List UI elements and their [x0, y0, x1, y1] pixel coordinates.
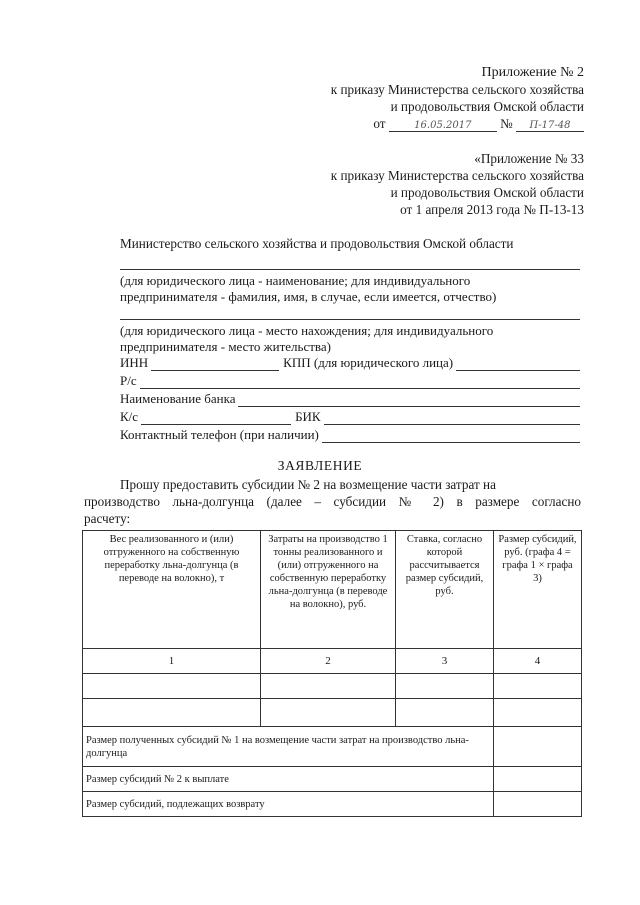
bank-label: Наименование банка	[120, 391, 236, 406]
statement-title: ЗАЯВЛЕНИЕ	[277, 458, 363, 473]
account-label: Р/с	[120, 373, 137, 388]
inn-field	[151, 357, 279, 371]
appendix-new-ministry: и продовольствия Омской области	[390, 99, 584, 114]
bank-field	[238, 393, 580, 407]
date-handwritten: 16.05.2017	[414, 120, 472, 131]
table-cell	[494, 727, 582, 767]
appendix-old-title: «Приложение № 33	[474, 151, 584, 166]
applicant-address-line	[120, 319, 580, 320]
appendix-new-order: к приказу Министерства сельского хозяйства	[330, 82, 584, 97]
applicant-name-line	[120, 269, 580, 270]
table-cell	[83, 699, 261, 727]
table-cell	[396, 674, 494, 699]
table-header-cell: Размер субсидий, руб. (графа 4 = графа 1 × графа 3)	[494, 531, 582, 649]
from-label: от	[373, 116, 386, 131]
name-hint-2: предпринимателя - фамилия, имя, в случае, если имеется, отчество)	[120, 289, 497, 304]
column-number: 3	[396, 649, 494, 674]
table-number-row	[83, 649, 582, 674]
summary-label: Размер субсидий, подлежащих возврату	[83, 792, 494, 817]
date-field	[389, 117, 497, 132]
appendix-old-ministry: и продовольствия Омской области	[390, 185, 584, 200]
table-cell	[494, 699, 582, 727]
number-label: №	[500, 116, 513, 131]
phone-row	[120, 427, 580, 443]
kpp-label: КПП (для юридического лица)	[283, 355, 454, 370]
table-header-row	[83, 531, 582, 649]
summary-row-return	[83, 792, 582, 817]
table-row	[83, 674, 582, 699]
column-number: 2	[261, 649, 396, 674]
appendix-old-order: к приказу Министерства сельского хозяйства	[330, 168, 584, 183]
table-cell	[494, 792, 582, 817]
addressee: Министерство сельского хозяйства и продовольствия Омской области	[120, 236, 514, 251]
appendix-old-date: от 1 апреля 2013 года № П-13-13	[400, 202, 584, 217]
kpp-field	[456, 357, 580, 371]
table-row	[83, 699, 582, 727]
statement-line-2: производство льна-долгунца (далее – субсидии № 2) в размере согласно	[84, 494, 581, 509]
column-number: 4	[494, 649, 582, 674]
corr-bik-row	[120, 409, 580, 425]
table-header-cell: Затраты на производство 1 тонны реализованного и (или) отгруженного на собственную переработку льна-долгунца (в переводе на волокно), руб.	[261, 531, 396, 649]
account-row	[120, 373, 580, 389]
table-cell	[494, 767, 582, 792]
summary-label: Размер полученных субсидий № 1 на возмещение части затрат на производство льна-долгунца	[83, 727, 494, 767]
phone-field	[322, 429, 580, 443]
account-field	[140, 375, 580, 389]
summary-label: Размер субсидий № 2 к выплате	[83, 767, 494, 792]
statement-line-1: Прошу предоставить субсидии № 2 на возмещение части затрат на	[120, 477, 496, 492]
column-number: 1	[83, 649, 261, 674]
table-header-cell: Вес реализованного и (или) отгруженного на собственную переработку льна-долгунца (в переводе на волокно), т	[83, 531, 261, 649]
bik-field	[324, 411, 580, 425]
appendix-new-title: Приложение № 2	[481, 65, 584, 80]
corr-label: К/с	[120, 409, 139, 424]
table-cell	[396, 699, 494, 727]
number-field	[516, 117, 584, 132]
statement-line-3: расчету:	[84, 511, 131, 526]
table-cell	[83, 674, 261, 699]
subsidy-table	[82, 530, 582, 817]
bank-row	[120, 391, 580, 407]
address-hint-2: предпринимателя - место жительства)	[120, 339, 331, 354]
summary-row-received	[83, 727, 582, 767]
corr-field	[141, 411, 291, 425]
bik-label: БИК	[295, 409, 321, 424]
summary-row-payout	[83, 767, 582, 792]
table-header-cell: Ставка, согласно которой рассчитывается размер субсидий, руб.	[396, 531, 494, 649]
inn-label: ИНН	[120, 355, 149, 370]
address-hint-1: (для юридического лица - место нахождения; для индивидуального	[120, 323, 494, 338]
table-cell	[261, 699, 396, 727]
statement-text	[84, 476, 581, 527]
table-cell	[494, 674, 582, 699]
table-cell	[261, 674, 396, 699]
inn-kpp-row	[120, 355, 580, 371]
name-hint-1: (для юридического лица - наименование; для индивидуального	[120, 273, 471, 288]
phone-label: Контактный телефон (при наличии)	[120, 427, 319, 442]
appendix-new-date-line	[373, 115, 584, 133]
number-handwritten: П-17-48	[529, 120, 571, 131]
